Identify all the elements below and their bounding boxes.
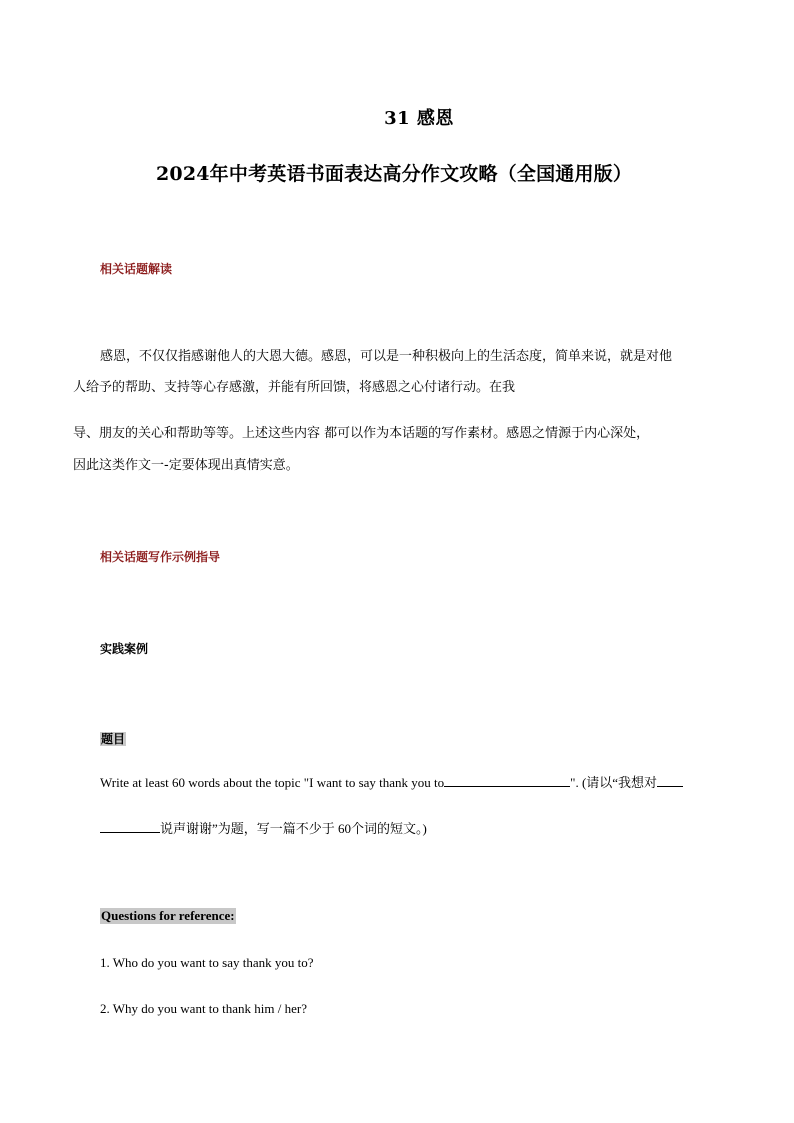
reference-question-1: 1. Who do you want to say thank you to? bbox=[100, 955, 314, 970]
document-number-title: 31 感恩 bbox=[384, 108, 454, 129]
reference-question-2: 2. Why do you want to thank him / her? bbox=[100, 1001, 308, 1016]
writing-prompt-line-2 bbox=[100, 820, 427, 838]
topic-paragraph-line-2: 人给予的帮助、支持等心存感激，并能有所回馈，将感恩之心付诸行动。在我 bbox=[73, 380, 516, 395]
writing-prompt-line-1 bbox=[100, 774, 683, 792]
question-heading bbox=[100, 730, 126, 747]
writing-guide-heading: 相关话题写作示例指导 bbox=[100, 550, 221, 564]
blank-line bbox=[657, 774, 683, 787]
question-heading-label: 题目 bbox=[101, 732, 126, 746]
topic-paragraph-line-4: 因此这类作文一-定要体现出真情实意。 bbox=[73, 458, 299, 473]
prompt-text-start: Write at least 60 words about the topic "I want to say thank you to bbox=[100, 775, 445, 790]
reference-questions-heading: Questions for reference: bbox=[101, 908, 235, 923]
practice-case-heading: 实践案例 bbox=[100, 642, 149, 656]
topic-interpretation-heading: 相关话题解读 bbox=[100, 262, 173, 276]
topic-paragraph-line-3: 导、朋友的关心和帮助等等。上述这些内容 都可以作为本话题的写作素材。感恩之情源于内心深处， bbox=[73, 426, 650, 441]
document-main-title: 2024年中考英语书面表达高分作文攻略（全国通用版） bbox=[156, 163, 633, 185]
prompt-text-end: 说声谢谢”为题，写一篇不少于 60个词的短文。) bbox=[160, 821, 427, 836]
topic-paragraph-line-1: 感恩，不仅仅指感谢他人的大恩大德。感恩，可以是一种积极向上的生活态度，简单来说，就是对他 bbox=[100, 349, 673, 364]
blank-line bbox=[100, 820, 160, 833]
blank-line bbox=[444, 774, 570, 787]
prompt-text-mid: ". (请以“我想对 bbox=[570, 775, 658, 790]
